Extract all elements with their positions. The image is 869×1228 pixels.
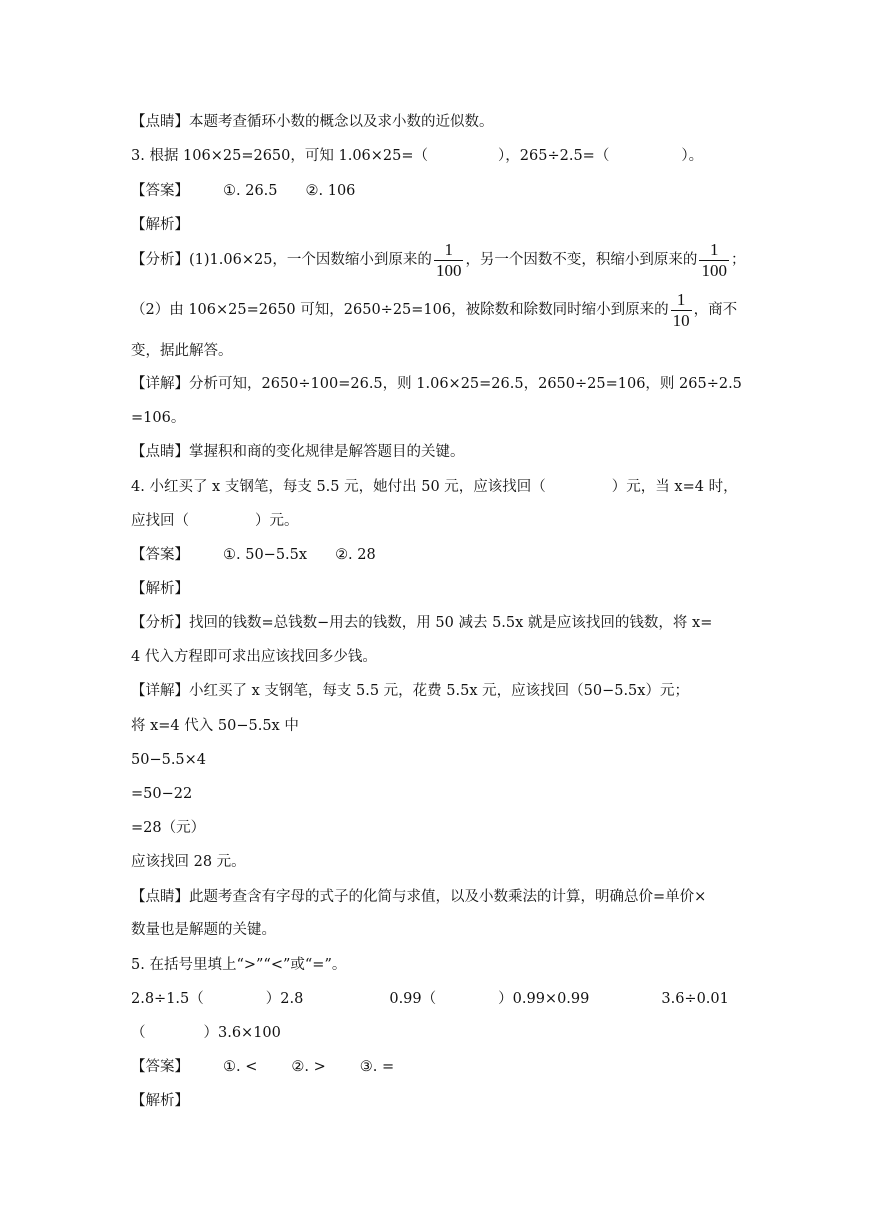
q4-text-3: 应找回（ — [131, 513, 189, 529]
analysis-heading: 【解析】 — [131, 581, 189, 597]
analysis-text-1: 【分析】(1)1.06×25，一个因数缩小到原来的 — [131, 252, 432, 268]
note-line: 【点睛】掌握积和商的变化规律是解答题目的关键。 — [131, 444, 465, 460]
q5-item-3b: （ — [131, 1025, 146, 1041]
analysis-heading: 【解析】 — [131, 1093, 189, 1109]
q5-item-2b: ）0.99×0.99 — [498, 991, 590, 1007]
detail-line-2: =106。 — [131, 410, 186, 426]
question-4-cont — [131, 511, 299, 531]
note-line-2: 数量也是解题的关键。 — [131, 922, 276, 938]
q4-text-2: ）元，当 x=4 时， — [611, 479, 738, 495]
answer-2: ②. 106 — [305, 183, 356, 199]
calc-line-1: 50−5.5×4 — [131, 752, 207, 768]
answer-line — [131, 1057, 394, 1077]
conclusion-line: 应该找回 28 元。 — [131, 854, 246, 870]
answer-label: 【答案】 — [131, 1059, 189, 1075]
analysis-text-3: ； — [730, 252, 746, 268]
question-5: 5. 在括号里填上“>”“<”或“=”。 — [131, 957, 347, 973]
fraction: $\frac{1}{100}$ — [435, 239, 462, 280]
detail-line-1: 【详解】分析可知，2650÷100=26.5，则 1.06×25=26.5，2650÷25=106，则 265÷2.5 — [131, 376, 742, 392]
note-line-1: 【点睛】此题考查含有字母的式子的化简与求值，以及小数乘法的计算，明确总价=单价× — [131, 889, 707, 905]
answer-label: 【答案】 — [131, 183, 189, 199]
q3-text-3: ）。 — [681, 148, 704, 164]
analysis-line-3: 变，据此解答。 — [131, 343, 233, 359]
analysis-text-5: ，商不 — [693, 302, 738, 318]
q4-text-1: 4. 小红买了 x 支钢笔，每支 5.5 元，她付出 50 元，应该找回（ — [131, 479, 546, 495]
q3-text-2: ），265÷2.5=（ — [498, 148, 610, 164]
question-3 — [131, 146, 703, 166]
analysis-line-2 — [131, 288, 737, 332]
q5-item-1b: ）2.8 — [265, 991, 304, 1007]
answer-1: ①. 50−5.5x — [223, 547, 308, 563]
question-4 — [131, 477, 738, 497]
answer-1: ①. < — [223, 1059, 258, 1075]
analysis-line-1 — [131, 238, 745, 282]
answer-3: ③. = — [359, 1059, 395, 1075]
question-5-items — [131, 989, 729, 1009]
q5-item-1a: 2.8÷1.5（ — [131, 991, 204, 1007]
answer-line — [131, 545, 376, 565]
calc-line-2: =50−22 — [131, 786, 193, 802]
detail-line-2: 将 x=4 代入 50−5.5x 中 — [131, 718, 299, 734]
answer-label: 【答案】 — [131, 547, 189, 563]
note-line: 【点睛】本题考查循环小数的概念以及求小数的近似数。 — [131, 114, 494, 130]
fraction: $\frac{1}{10}$ — [672, 289, 690, 330]
analysis-line-2: 4 代入方程即可求出应该找回多少钱。 — [131, 649, 377, 665]
answer-2: ②. > — [291, 1059, 326, 1075]
analysis-line-1: 【分析】找回的钱数=总钱数−用去的钱数，用 50 减去 5.5x 就是应该找回的钱数，将 x= — [131, 615, 713, 631]
question-5-items-cont — [131, 1023, 281, 1043]
analysis-text-4: （2）由 106×25=2650 可知，2650÷25=106，被除数和除数同时缩小到原来的 — [131, 302, 669, 318]
q5-item-2a: 0.99（ — [389, 991, 437, 1007]
analysis-text-2: ，另一个因数不变，积缩小到原来的 — [465, 252, 698, 268]
analysis-heading: 【解析】 — [131, 217, 189, 233]
q4-text-4: ）元。 — [255, 513, 299, 529]
answer-2: ②. 28 — [335, 547, 376, 563]
calc-line-3: =28（元） — [131, 820, 206, 836]
q5-item-3c: ）3.6×100 — [203, 1025, 281, 1041]
detail-line-1: 【详解】小红买了 x 支钢笔，每支 5.5 元，花费 5.5x 元，应该找回（50−5.5x）元； — [131, 683, 689, 699]
answer-1: ①. 26.5 — [223, 183, 278, 199]
fraction: $\frac{1}{100}$ — [701, 239, 727, 280]
answer-line — [131, 181, 355, 201]
q3-text-1: 3. 根据 106×25=2650，可知 1.06×25=（ — [131, 148, 429, 164]
q5-item-3a: 3.6÷0.01 — [661, 991, 729, 1007]
